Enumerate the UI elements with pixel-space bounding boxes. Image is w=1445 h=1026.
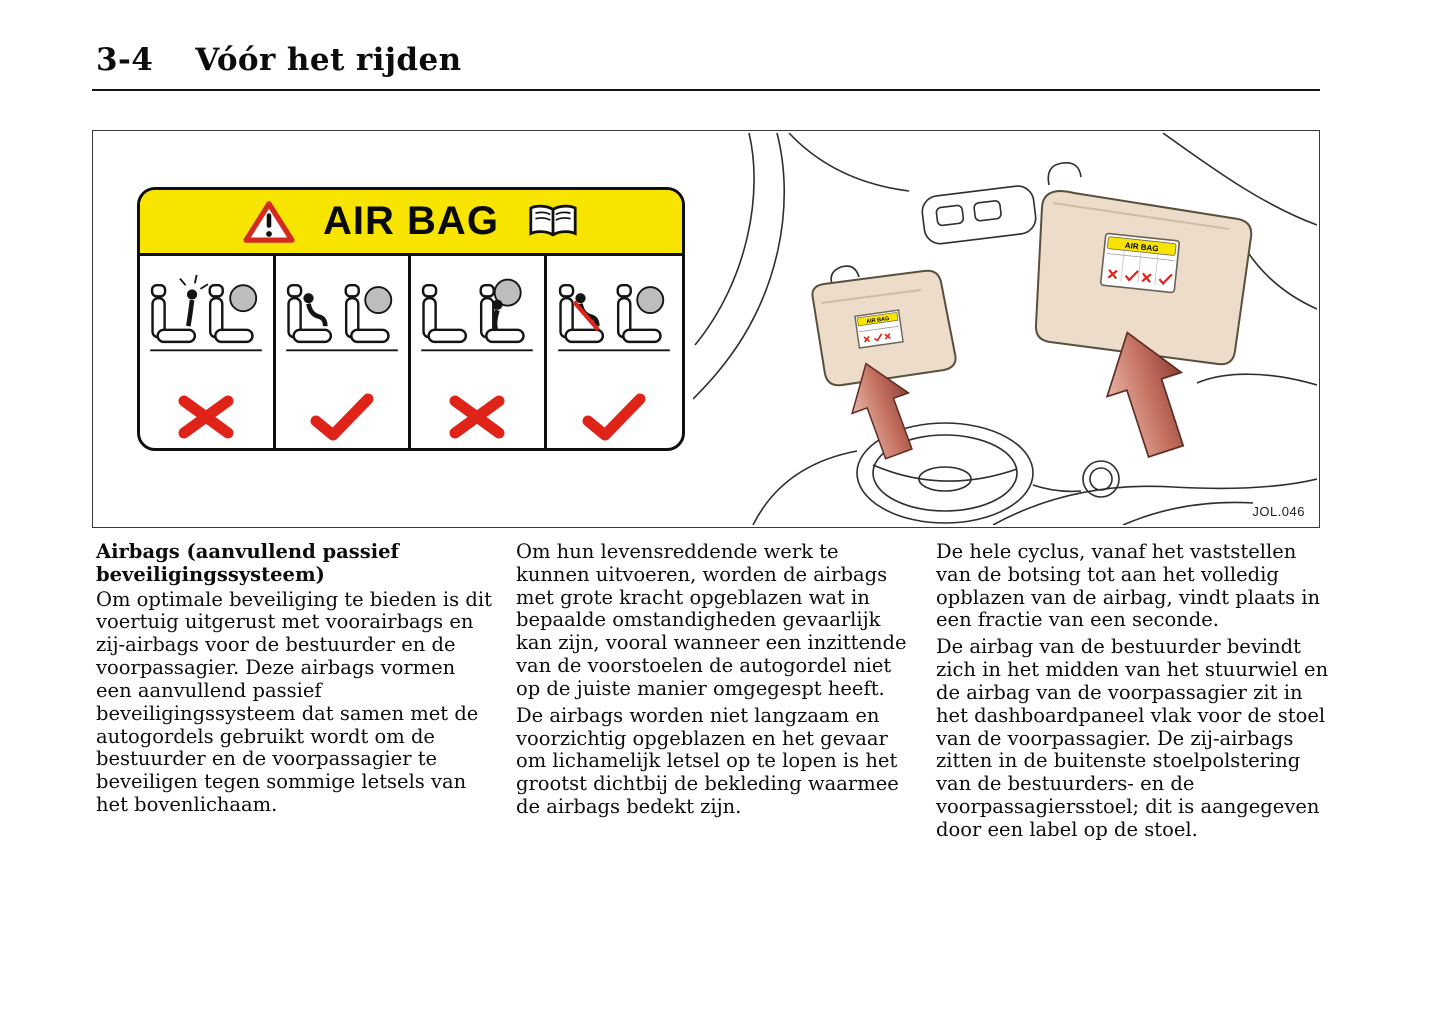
body-paragraph: Om optimale beveiliging te bieden is dit voertuig uitgerust met voorairbags en zij-airbags voor de bestuurder en de voorpassagier. Deze airbags vormen een aanvullend passief beveiligingssysteem dat samen met de autogordels gebruikt wordt om de bestuurder en de voorpassagier te beveiligen tegen sommige letsels van het bovenlichaam. (96, 587, 492, 816)
svg-text:AIR BAG: AIR BAG (865, 315, 890, 326)
seat-pictogram (278, 261, 406, 367)
airbag-label-title: AIR BAG (323, 199, 499, 243)
label-panel-1 (140, 256, 276, 448)
label-panel-3 (411, 256, 547, 448)
car-interior-illustration (693, 133, 1317, 525)
header-rule (92, 89, 1320, 91)
cross-mark-icon (170, 393, 242, 441)
svg-text:AIR BAG: AIR BAG (1124, 240, 1159, 254)
driver-sun-visor (812, 271, 955, 386)
label-panels (140, 256, 682, 448)
body-paragraph: De airbag van de bestuurder bevindt zich in het midden van het stuurwiel en de airbag van de voorpassagier zit in het dashboardpaneel vlak voor de stoel van de voorpassagier. De zij-airbags zitten in de buitenste stoelpolstering van de bestuurders- en de voorpassagiersstoel; dit is aangegeven door een label op de stoel. (936, 635, 1329, 841)
label-panel-4 (547, 256, 683, 448)
open-book-icon (527, 203, 579, 240)
page-title: Vóór het rijden (195, 42, 462, 78)
seat-pictogram (142, 261, 270, 367)
passenger-sun-visor (1036, 191, 1251, 364)
visor-airbag-label (1100, 233, 1179, 292)
figure-box (92, 130, 1320, 528)
body-paragraph: De hele cyclus, vanaf het vaststellen van de botsing tot aan het volledig opblazen van de airbag, vindt plaats in een fractie van een seconde. (936, 540, 1321, 632)
label-title-band (140, 190, 682, 256)
check-mark-icon (578, 393, 650, 441)
warning-triangle-icon (243, 200, 295, 244)
visor-airbag-label-small (855, 310, 903, 348)
figure-caption: JOL.046 (1252, 504, 1305, 519)
body-paragraph: De airbags worden niet langzaam en voorzichtig opgeblazen en het gevaar om lichamelijk letsel op te lopen is het grootst dichtbij de bekleding waarmee de airbags bedekt zijn. (516, 703, 899, 818)
page-header (96, 42, 462, 78)
label-panel-2 (276, 256, 412, 448)
check-mark-icon (306, 393, 378, 441)
text-column-2 (516, 541, 912, 823)
body-paragraph: Om hun levensreddende werk te kunnen uitvoeren, worden de airbags met grote kracht opgeblazen wat in bepaalde omstandigheden gevaarlijk kan zijn, vooral wanneer een inzittende van de voorstoelen de autogordel niet op de juiste manier omgegespt heeft. (516, 540, 907, 700)
seat-pictogram (413, 261, 541, 367)
airbags-heading: Airbags (aanvullend passief beveiligingssysteem) (96, 540, 399, 586)
seat-pictogram (550, 261, 678, 367)
text-column-3 (936, 541, 1332, 846)
text-column-1 (96, 541, 492, 821)
section-number: 3-4 (96, 42, 154, 78)
airbag-warning-label (137, 187, 685, 451)
visor-hook-right (1048, 163, 1081, 185)
cross-mark-icon (441, 393, 513, 441)
overhead-console (920, 184, 1037, 245)
